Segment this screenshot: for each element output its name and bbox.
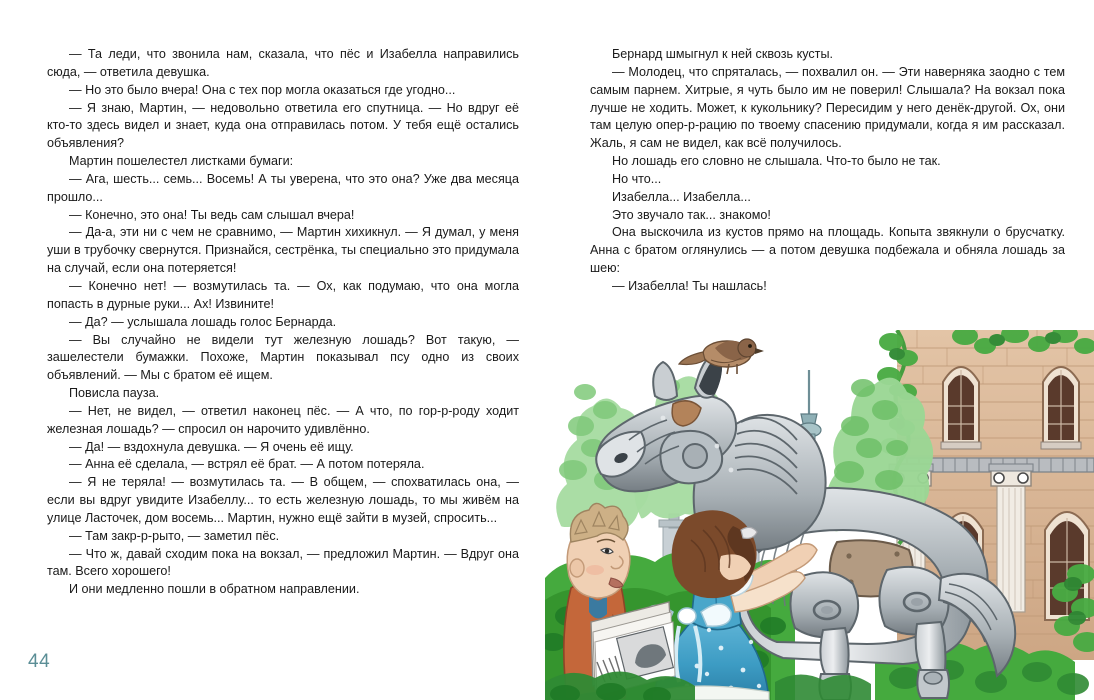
- left-column-paragraph: — Что ж, давай сходим пока на вокзал, — предложил Мартин. — Вдруг она там. Всего хорошего!: [47, 546, 519, 579]
- left-column-paragraph: — Там закр-р-рыто, — заметил пёс.: [69, 528, 280, 543]
- right-column-paragraph: Она выскочила из кустов прямо на площадь. Копыта звякнули о брусчатку. Анна с братом оглянулись — а потом девушка подбежала и обняла лошадь за шею:: [590, 225, 1065, 276]
- right-column-paragraph: Но лошадь его словно не слышала. Что-то было не так.: [612, 154, 941, 169]
- right-column-paragraph: Но что...: [612, 171, 662, 186]
- left-column-paragraph: — Да-а, эти ни с чем не сравнимо, — Мартин хихикнул. — Я думал, у меня уши в трубочку свернутся. Признайся, сестрёнка, ты специально это придумала на случай, если она потеряется!: [47, 225, 519, 276]
- left-column-paragraph: — Конечно, это она! Ты ведь сам слышал вчера!: [69, 207, 355, 222]
- arched-window-upper-left: [941, 367, 981, 449]
- horse-hind-leg: [916, 622, 949, 698]
- right-column-paragraph: Изабелла... Изабелла...: [612, 189, 751, 204]
- left-column-paragraph: — Конечно нет! — возмутилась та. — Ох, как подумаю, что она могла попасть в дурные руки... Ах! Извините!: [47, 278, 519, 311]
- right-column-paragraph: — Изабелла! Ты нашлась!: [612, 278, 767, 293]
- left-column-paragraph: — Да! — вздохнула девушка. — Я очень её ищу.: [69, 439, 354, 454]
- left-column-paragraph: — Та леди, что звонила нам, сказала, что пёс и Изабелла направились сюда, — ответила девушка.: [47, 47, 519, 79]
- left-column-paragraph: Повисла пауза.: [69, 386, 160, 401]
- page-number: 44: [28, 651, 51, 672]
- left-column-paragraph: И они медленно пошли в обратном направлении.: [69, 582, 360, 597]
- left-column-paragraph: — Но это было вчера! Она с тех пор могла оказаться где угодно...: [69, 82, 456, 97]
- left-column-paragraph: — Вы случайно не видели тут железную лошадь? Вот такую, — зашелестели бумажки. Похоже, Мартин показывал псу одно из своих объявлений. — Мы с братом её ищем.: [47, 332, 519, 383]
- left-column-paragraph: — Анна её сделала, — встрял её брат. — А потом потеряла.: [69, 457, 425, 472]
- left-column-paragraph: Мартин пошелестел листками бумаги:: [69, 154, 294, 169]
- left-column-paragraph: — Нет, не видел, — ответил наконец пёс. — А что, по гор-р-роду ходит железная лошадь? — спросил он нарочито удивлённо.: [47, 403, 519, 436]
- illustration: [545, 330, 1094, 700]
- arched-window-upper-right: [1041, 367, 1081, 449]
- right-column-paragraph: Это звучало так... знакомо!: [612, 207, 771, 222]
- right-column-paragraph: — Молодец, что спряталась, — похвалил он. — Эти наверняка заодно с тем самым парнем. Хитрые, я чуть было им не поверил! Слышала? На вокзал пока лучше не ходить. Может, к кукольнику? Пересидим у него денёк-другой. Ох, они там целую опер-р-рацию по твоему спасению придумали, когда я им рассказал. Жаль, я сам не видел, как всё получилось.: [590, 64, 1065, 151]
- text-column-right: [590, 46, 1065, 296]
- left-column-paragraph: — Я не теряла! — возмутилась та. — В общем, — спохватилась она, — если вы вдруг увидите Изабеллу... то есть железную лошадь, то мы живём на улице Ласточек, дом восемь... Мартин, нужно ещё зайти в музей, спросить...: [47, 475, 519, 525]
- left-column-paragraph: — Ага, шесть... семь... Восемь! А ты уверена, что это она? Уже два месяца прошло...: [47, 171, 519, 204]
- left-column-paragraph: — Я знаю, Мартин, — недовольно ответила его спутница. — Но вдруг её кто-то здесь видел и знает, куда она отправилась потом. У тебя ещё остались объявления?: [47, 100, 519, 151]
- right-column-paragraph: Бернард шмыгнул к ней сквозь кусты.: [612, 47, 833, 61]
- text-column-left: [47, 46, 519, 599]
- left-column-paragraph: — Да? — услышала лошадь голос Бернарда.: [69, 314, 337, 329]
